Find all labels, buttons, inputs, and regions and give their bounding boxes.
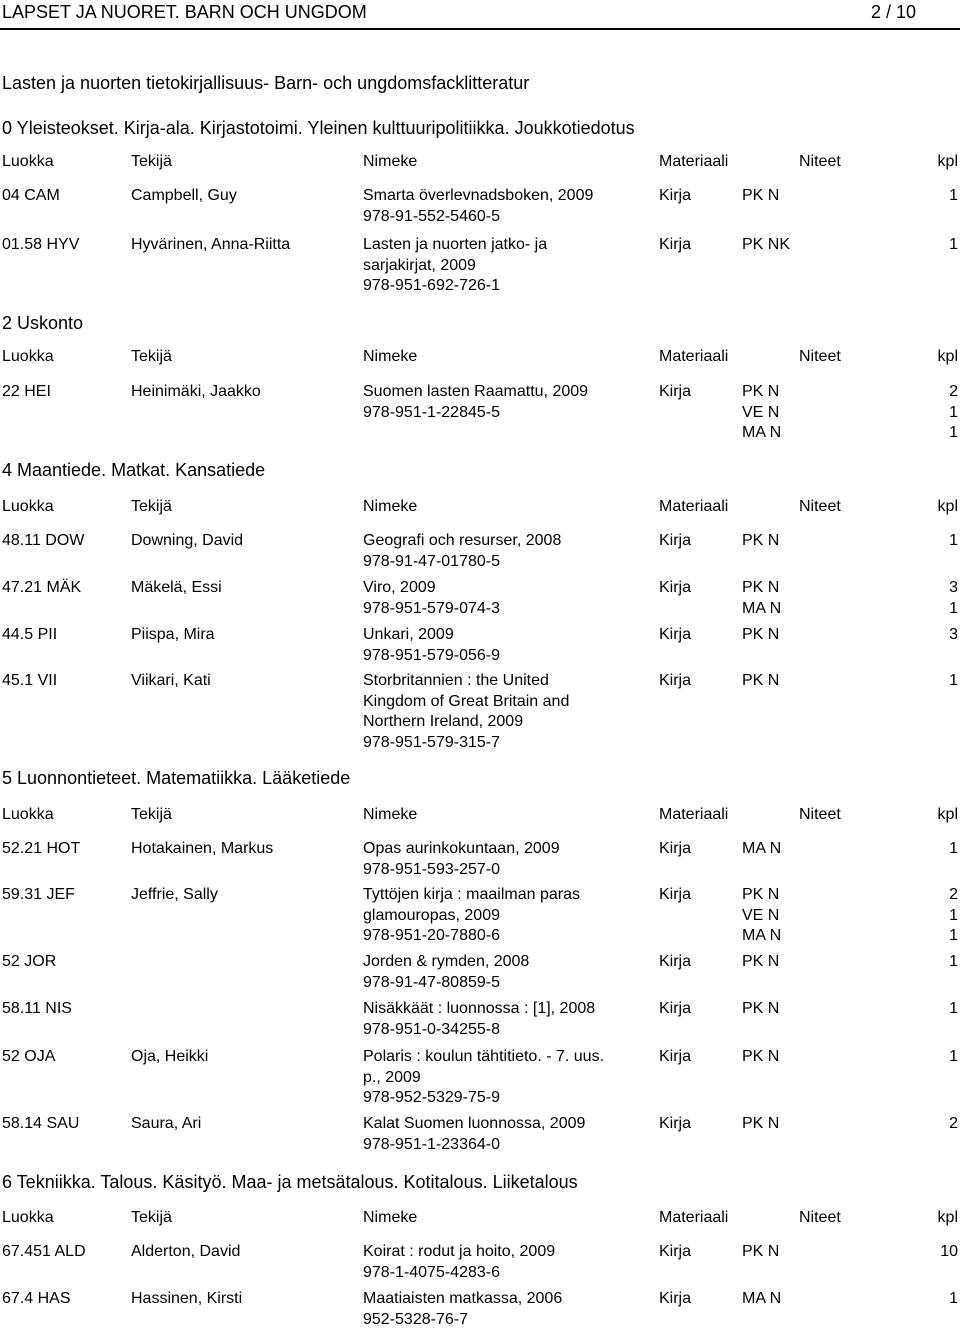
column-header-materiaali: Materiaali	[659, 498, 729, 515]
cell-luokka: 67.451 ALD	[2, 1243, 86, 1260]
cell-materiaali: Kirja	[659, 1115, 692, 1132]
cell-nimeke: Lasten ja nuorten jatko- ja	[363, 236, 548, 253]
cell-kpl: 3	[949, 579, 958, 596]
section-title: 6 Tekniikka. Talous. Käsityö. Maa- ja metsätalous. Kotitalous. Liiketalous	[2, 1172, 578, 1192]
cell-nimeke: Jorden & rymden, 2008	[363, 953, 530, 970]
cell-tekija: Campbell, Guy	[131, 187, 237, 204]
cell-niteet: MA N	[742, 599, 782, 617]
cell-niteet: PK N	[742, 1000, 780, 1017]
column-header-kpl: kpl	[937, 348, 958, 365]
cell-kpl: 2	[949, 886, 958, 903]
cell-nimeke: Opas aurinkokuntaan, 2009	[363, 840, 560, 857]
column-header-niteet: Niteet	[799, 498, 841, 515]
cell-luokka: 58.14 SAU	[2, 1115, 80, 1132]
cell-kpl: 2	[949, 383, 958, 400]
cell-niteet: PK N	[742, 886, 780, 903]
cell-materiaali: Kirja	[659, 1000, 692, 1017]
cell-tekija: Viikari, Kati	[131, 672, 211, 689]
cell-materiaali: Kirja	[659, 1048, 692, 1065]
cell-materiaali: Kirja	[659, 1243, 692, 1260]
cell-nimeke: Storbritannien : the United	[363, 672, 549, 689]
cell-luokka: 52 OJA	[2, 1048, 56, 1065]
section-title: 4 Maantiede. Matkat. Kansatiede	[2, 460, 266, 480]
column-header-luokka: Luokka	[2, 806, 54, 823]
cell-kpl: 1	[949, 187, 958, 204]
document-title: LAPSET JA NUORET. BARN OCH UNGDOM	[2, 2, 367, 22]
cell-nimeke: p., 2009	[363, 1068, 421, 1086]
cell-nimeke: 978-951-0-34255-8	[363, 1020, 500, 1038]
cell-nimeke: Unkari, 2009	[363, 626, 454, 643]
column-header-nimeke: Nimeke	[363, 348, 418, 365]
cell-nimeke: glamouropas, 2009	[363, 906, 500, 924]
cell-nimeke: Nisäkkäät : luonnossa : [1], 2008	[363, 1000, 596, 1017]
cell-nimeke: 978-951-579-056-9	[363, 646, 500, 664]
cell-materiaali: Kirja	[659, 383, 692, 400]
cell-niteet: PK N	[742, 383, 780, 400]
cell-luokka: 44.5 PII	[2, 626, 58, 643]
cell-niteet: PK N	[742, 672, 780, 689]
cell-materiaali: Kirja	[659, 672, 692, 689]
cell-luokka: 67.4 HAS	[2, 1290, 71, 1307]
cell-tekija: Piispa, Mira	[131, 626, 215, 643]
cell-kpl: 1	[949, 532, 958, 549]
section-title: 2 Uskonto	[2, 313, 84, 333]
cell-nimeke: 978-952-5329-75-9	[363, 1089, 500, 1106]
cell-tekija: Hyvärinen, Anna-Riitta	[131, 236, 291, 253]
column-header-materiaali: Materiaali	[659, 348, 729, 365]
cell-nimeke: Geografi och resurser, 2008	[363, 532, 562, 549]
cell-niteet: MA N	[742, 1290, 782, 1307]
column-header-luokka: Luokka	[2, 498, 54, 515]
cell-kpl: 1	[949, 1000, 958, 1017]
cell-materiaali: Kirja	[659, 1290, 692, 1307]
column-header-materiaali: Materiaali	[659, 153, 729, 170]
cell-tekija: Heinimäki, Jaakko	[131, 383, 261, 400]
column-header-tekija: Tekijä	[131, 153, 172, 170]
cell-niteet: VE N	[742, 403, 780, 421]
cell-nimeke: 978-951-593-257-0	[363, 860, 500, 878]
cell-kpl: 1	[949, 953, 958, 970]
cell-nimeke: Kingdom of Great Britain and	[363, 692, 570, 710]
cell-nimeke: Smarta överlevnadsboken, 2009	[363, 187, 594, 204]
cell-tekija: Oja, Heikki	[131, 1048, 209, 1065]
cell-nimeke: Koirat : rodut ja hoito, 2009	[363, 1243, 556, 1260]
cell-nimeke: Polaris : koulun tähtitieto. - 7. uus.	[363, 1048, 605, 1065]
cell-nimeke: 978-951-692-726-1	[363, 277, 500, 294]
cell-nimeke: Kalat Suomen luonnossa, 2009	[363, 1115, 586, 1132]
cell-niteet: PK N	[742, 532, 780, 549]
column-header-niteet: Niteet	[799, 806, 841, 823]
cell-materiaali: Kirja	[659, 579, 692, 596]
cell-nimeke: 978-951-1-22845-5	[363, 403, 500, 421]
cell-niteet: PK N	[742, 579, 780, 596]
cell-niteet: PK N	[742, 953, 780, 970]
cell-kpl: 1	[949, 599, 958, 617]
cell-nimeke: 978-951-20-7880-6	[363, 927, 500, 944]
cell-nimeke: 978-91-47-01780-5	[363, 552, 500, 570]
column-header-niteet: Niteet	[799, 153, 841, 170]
cell-nimeke: 978-91-552-5460-5	[363, 207, 500, 225]
cell-nimeke: 978-951-1-23364-0	[363, 1135, 500, 1153]
cell-kpl: 1	[949, 424, 958, 441]
column-header-nimeke: Nimeke	[363, 1209, 418, 1226]
section-title: 5 Luonnontieteet. Matematiikka. Lääketiede	[2, 768, 351, 788]
cell-niteet: MA N	[742, 840, 782, 857]
cell-kpl: 10	[940, 1243, 958, 1260]
cell-niteet: MA N	[742, 424, 782, 441]
cell-luokka: 04 CAM	[2, 187, 60, 204]
cell-luokka: 59.31 JEF	[2, 886, 75, 903]
column-header-materiaali: Materiaali	[659, 806, 729, 823]
cell-nimeke: Maatiaisten matkassa, 2006	[363, 1290, 563, 1307]
cell-niteet: PK N	[742, 1115, 780, 1132]
cell-kpl: 3	[949, 626, 958, 643]
cell-materiaali: Kirja	[659, 840, 692, 857]
column-header-nimeke: Nimeke	[363, 153, 418, 170]
cell-niteet: PK N	[742, 1048, 780, 1065]
cell-materiaali: Kirja	[659, 886, 692, 903]
cell-tekija: Downing, David	[131, 532, 244, 549]
column-header-luokka: Luokka	[2, 348, 54, 365]
cell-tekija: Hassinen, Kirsti	[131, 1290, 243, 1307]
column-header-nimeke: Nimeke	[363, 806, 418, 823]
column-header-kpl: kpl	[937, 498, 958, 515]
cell-kpl: 1	[949, 403, 958, 421]
cell-nimeke: 978-91-47-80859-5	[363, 973, 500, 991]
column-header-tekija: Tekijä	[131, 498, 172, 515]
column-header-luokka: Luokka	[2, 153, 54, 170]
cell-nimeke: Suomen lasten Raamattu, 2009	[363, 383, 589, 400]
cell-nimeke: 978-951-579-074-3	[363, 599, 500, 617]
column-header-niteet: Niteet	[799, 1209, 841, 1226]
cell-materiaali: Kirja	[659, 187, 692, 204]
cell-nimeke: 978-1-4075-4283-6	[363, 1263, 500, 1281]
cell-materiaali: Kirja	[659, 532, 692, 549]
column-header-nimeke: Nimeke	[363, 498, 418, 515]
cell-tekija: Saura, Ari	[131, 1115, 202, 1132]
cell-luokka: 22 HEI	[2, 383, 51, 400]
cell-luokka: 48.11 DOW	[2, 532, 85, 549]
cell-kpl: 1	[949, 927, 958, 944]
cell-kpl: 1	[949, 1048, 958, 1065]
cell-luokka: 01.58 HYV	[2, 236, 80, 253]
section-title: 0 Yleisteokset. Kirja-ala. Kirjastotoimi. Yleinen kulttuuripolitiikka. Joukkotiedotus	[2, 118, 635, 138]
cell-niteet: MA N	[742, 927, 782, 944]
cell-tekija: Mäkelä, Essi	[131, 579, 222, 596]
cell-kpl: 1	[949, 906, 958, 924]
cell-nimeke: 952-5328-76-7	[363, 1310, 468, 1328]
cell-nimeke: Northern Ireland, 2009	[363, 713, 524, 730]
cell-luokka: 45.1 VII	[2, 672, 58, 689]
column-header-tekija: Tekijä	[131, 348, 172, 365]
cell-kpl: 1	[949, 840, 958, 857]
cell-luokka: 52 JOR	[2, 953, 57, 970]
cell-luokka: 58.11 NIS	[2, 1000, 72, 1017]
column-header-tekija: Tekijä	[131, 806, 172, 823]
cell-kpl: 1	[949, 1290, 958, 1307]
cell-nimeke: 978-951-579-315-7	[363, 733, 500, 751]
column-header-luokka: Luokka	[2, 1209, 54, 1226]
cell-niteet: PK N	[742, 1243, 780, 1260]
cell-nimeke: Tyttöjen kirja : maailman paras	[363, 886, 580, 903]
column-header-kpl: kpl	[937, 153, 958, 170]
cell-materiaali: Kirja	[659, 953, 692, 970]
cell-materiaali: Kirja	[659, 236, 692, 253]
column-header-kpl: kpl	[937, 806, 958, 823]
cell-niteet: PK N	[742, 187, 780, 204]
cell-kpl: 1	[949, 672, 958, 689]
column-header-tekija: Tekijä	[131, 1209, 172, 1226]
cell-kpl: 1	[949, 236, 958, 253]
cell-tekija: Hotakainen, Markus	[131, 840, 274, 857]
cell-luokka: 52.21 HOT	[2, 840, 81, 857]
cell-materiaali: Kirja	[659, 626, 692, 643]
cell-luokka: 47.21 MÄK	[2, 579, 82, 596]
cell-nimeke: Viro, 2009	[363, 579, 436, 596]
page-number: 2 / 10	[871, 2, 917, 22]
cell-niteet: PK N	[742, 626, 780, 643]
cell-tekija: Jeffrie, Sally	[131, 886, 218, 903]
cell-nimeke: sarjakirjat, 2009	[363, 256, 476, 274]
cell-niteet: VE N	[742, 906, 780, 924]
column-header-niteet: Niteet	[799, 348, 841, 365]
header-rule	[0, 28, 960, 30]
cell-kpl: 2	[949, 1115, 958, 1132]
column-header-materiaali: Materiaali	[659, 1209, 729, 1226]
cell-niteet: PK NK	[742, 236, 791, 253]
column-header-kpl: kpl	[937, 1209, 958, 1226]
cell-tekija: Alderton, David	[131, 1243, 241, 1260]
main-heading: Lasten ja nuorten tietokirjallisuus- Barn- och ungdomsfacklitteratur	[2, 73, 530, 93]
